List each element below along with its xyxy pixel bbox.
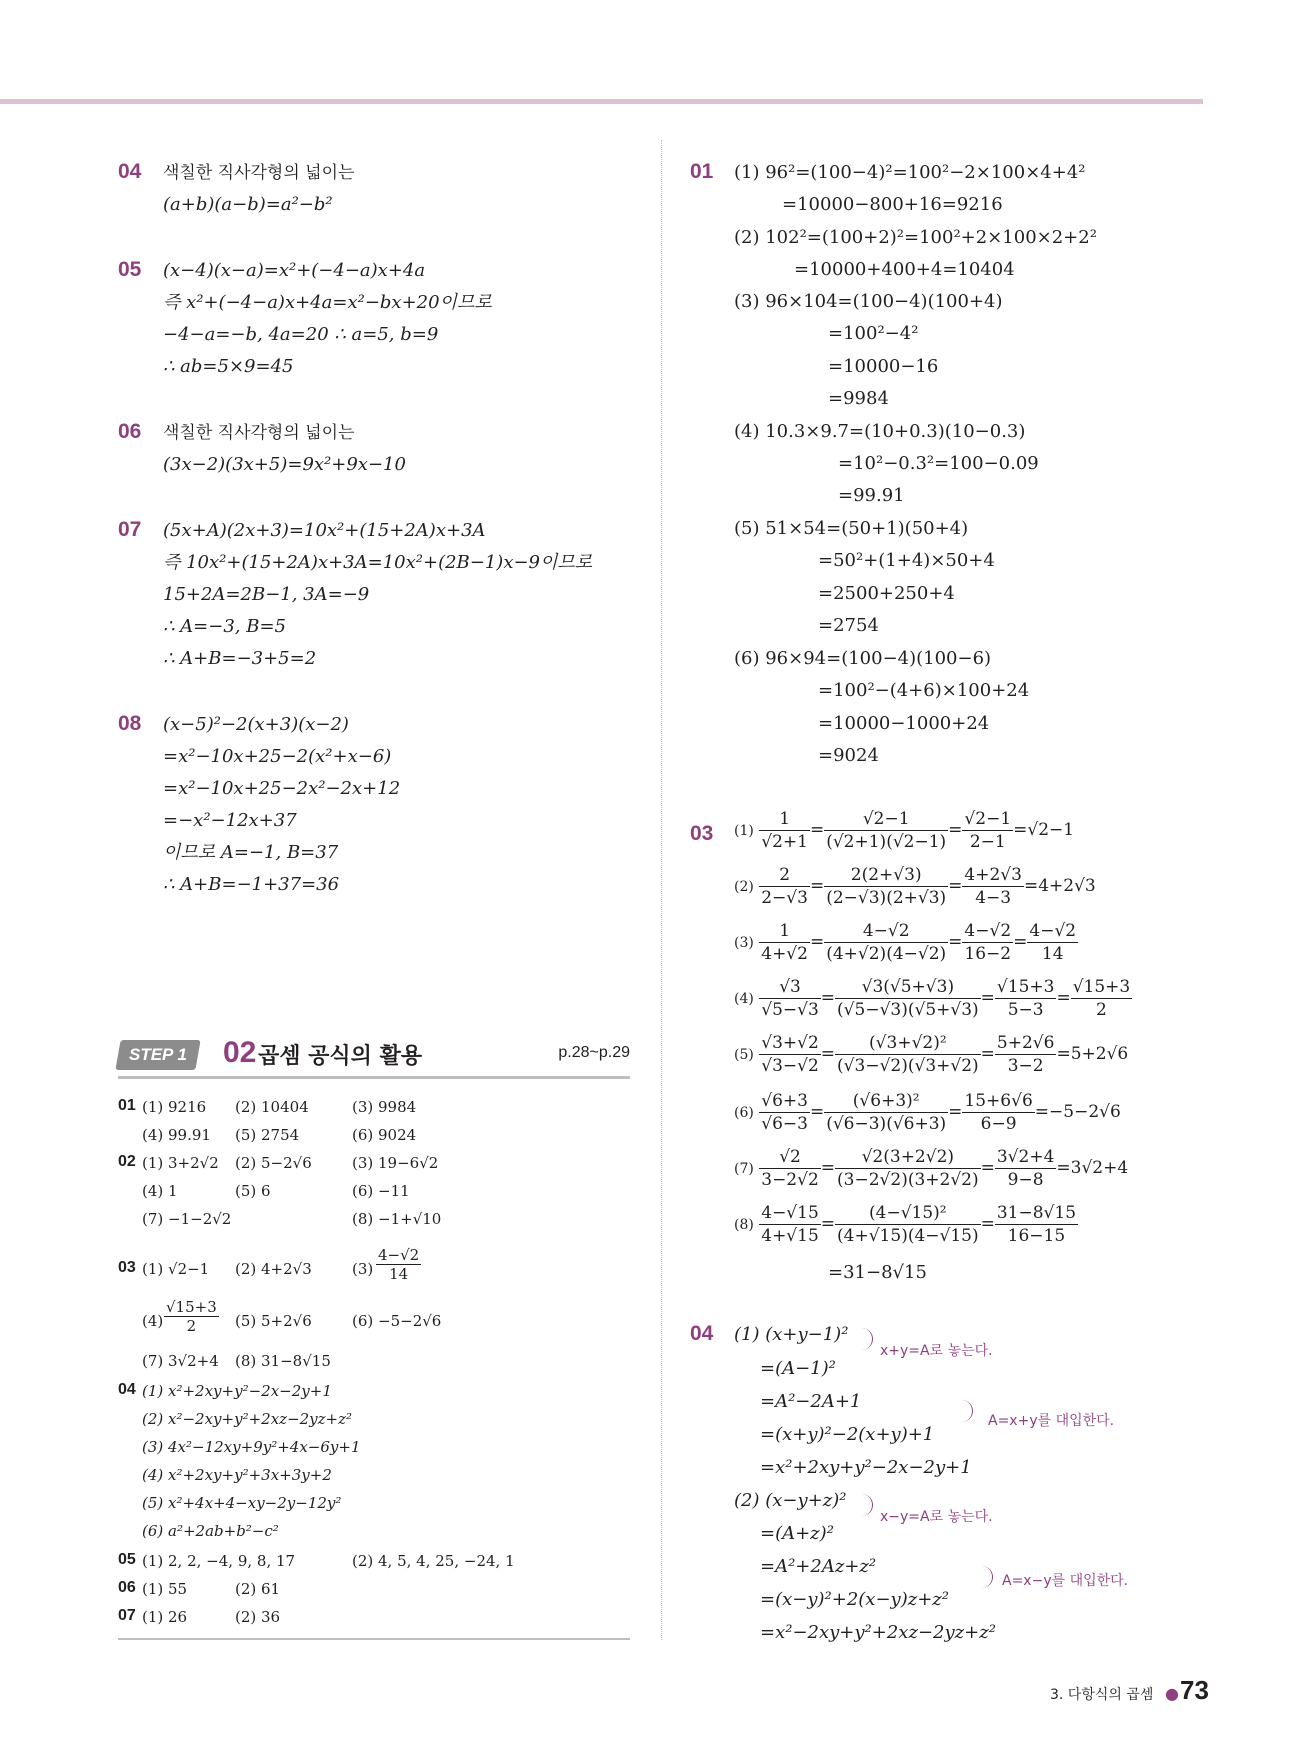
fraction-equation: (1) $\frac{1}{√2+1}$ = $\frac{√2-1}{(√2+1)(√2-1)}$ = $\frac{√2-1}{2-1}$ =√2−1 xyxy=(734,809,1075,852)
math-line: (a+b)(a−b)=a²−b² xyxy=(163,194,333,215)
answer-number: 02 xyxy=(118,1153,136,1170)
answer: (4) xyxy=(142,1312,164,1330)
fraction: $\frac{4-√2}{14}$ xyxy=(1029,921,1077,964)
fraction: $\frac{4-√2}{14}$ xyxy=(378,1246,420,1283)
fraction-equation: (8) $\frac{4-√15}{4+√15}$ = $\frac{\text{(4−√15)²}}{(4+√15)(4-√15)}$ = $\frac{31-8√15}{16-15}$ xyxy=(734,1203,1077,1246)
answer: (6) −11 xyxy=(352,1182,410,1200)
section-title: 곱셈 공식의 활용 xyxy=(258,1044,423,1069)
math-line: 즉 10x²+(15+2A)x+3A=10x²+(2B−1)x−9이므로 xyxy=(163,552,593,573)
answer-number: 07 xyxy=(118,1607,136,1624)
answer: (1) 26 xyxy=(142,1608,188,1626)
answer-number: 03 xyxy=(118,1259,136,1276)
problem-number: 07 xyxy=(118,518,142,541)
math-line: =x²+2xy+y²−2x−2y+1 xyxy=(760,1457,972,1478)
answer: (1) √2−1 xyxy=(142,1260,210,1278)
math-line: =100²−(4+6)×100+24 xyxy=(818,680,1030,701)
fraction: $\frac{4-√2}{(4+√2)(4-√2)}$ xyxy=(826,921,947,964)
fraction: $\frac{√3}{√5-√3}$ xyxy=(761,977,819,1020)
step-badge: STEP 1 xyxy=(115,1040,200,1070)
answer-number: 05 xyxy=(118,1551,136,1568)
column-divider xyxy=(661,140,662,1640)
annotation-note: x+y=A로 놓는다. xyxy=(880,1343,993,1359)
top-rule xyxy=(0,99,1203,104)
math-line: =A²−2A+1 xyxy=(760,1391,862,1412)
fraction: $\frac{4-√2}{16-2}$ xyxy=(964,921,1012,964)
math-line: =2754 xyxy=(818,615,879,636)
math-line: (2) 102²=(100+2)²=100²+2×100×2+2² xyxy=(734,227,1097,248)
math-line: =(x−y)²+2(x−y)z+z² xyxy=(760,1589,949,1610)
fraction-equation: (2) $\frac{2}{2-√3}$ = $\frac{2(2+√3)}{(2-√3)(2+√3)}$ = $\frac{4+2√3}{4-3}$ =4+2√3 xyxy=(734,865,1096,908)
bullet-icon: ● xyxy=(1165,1684,1179,1703)
answer: (5) 6 xyxy=(235,1182,271,1200)
fraction: $\frac{2}{2-√3}$ xyxy=(761,865,808,908)
annotation-arrow xyxy=(978,1566,993,1588)
answer: (2) 36 xyxy=(235,1608,281,1626)
answer-key-rule xyxy=(118,1638,630,1640)
math-line: (x−5)²−2(x+3)(x−2) xyxy=(163,714,349,735)
fraction: $\frac{\text{(√6+3)²}}{(√6-3)(√6+3)}$ xyxy=(826,1091,947,1134)
math-line: −4−a=−b, 4a=20 ∴ a=5, b=9 xyxy=(163,324,439,345)
math-line: ∴ A+B=−1+37=36 xyxy=(163,874,340,895)
math-line: ∴ A=−3, B=5 xyxy=(163,616,286,637)
answer-number: 01 xyxy=(118,1097,136,1114)
math-line: (5x+A)(2x+3)=10x²+(15+2A)x+3A xyxy=(163,520,486,541)
answer: (2) 5−2√6 xyxy=(235,1154,312,1172)
answer: (4) x²+2xy+y²+3x+3y+2 xyxy=(142,1466,332,1484)
fraction: $\frac{15+6√6}{6-9}$ xyxy=(964,1091,1033,1134)
fraction: $\frac{1}{4+√2}$ xyxy=(761,921,808,964)
chapter-label: 3. 다항식의 곱셈 xyxy=(1050,1687,1154,1703)
fraction: $\frac{√3+√2}{√3-√2}$ xyxy=(761,1033,819,1076)
annotation-arrow xyxy=(858,1494,873,1516)
math-line: (3) 96×104=(100−4)(100+4) xyxy=(734,291,1003,312)
annotation-note: x−y=A로 놓는다. xyxy=(880,1509,993,1525)
answer-number: 04 xyxy=(118,1381,136,1398)
math-line: 이므로 A=−1, B=37 xyxy=(163,842,339,863)
math-line: =(A−1)² xyxy=(760,1358,836,1379)
answer: (4) 1 xyxy=(142,1182,178,1200)
answer: (6) a²+2ab+b²−c² xyxy=(142,1522,279,1540)
math-line: =x²−2xy+y²+2xz−2yz+z² xyxy=(760,1622,996,1643)
math-line: ∴ ab=5×9=45 xyxy=(163,356,294,377)
math-line: (4) 10.3×9.7=(10+0.3)(10−0.3) xyxy=(734,421,1026,442)
annotation-arrow xyxy=(858,1328,873,1350)
math-line: (6) 96×94=(100−4)(100−6) xyxy=(734,648,992,669)
answer: (6) 9024 xyxy=(352,1126,417,1144)
problem-number: 01 xyxy=(690,160,714,183)
answer: (8) 31−8√15 xyxy=(235,1352,331,1370)
annotation-note: A=x+y를 대입한다. xyxy=(988,1413,1115,1429)
math-line: =10000+400+4=10404 xyxy=(794,259,1015,280)
fraction-equation: (7) $\frac{√2}{3-2√2}$ = $\frac{√2(3+2√2)}{(3-2√2)(3+2√2)}$ = $\frac{3√2+4}{9-8}$ =3√2+4 xyxy=(734,1147,1129,1190)
answer: (7) 3√2+4 xyxy=(142,1352,219,1370)
answer-number: 06 xyxy=(118,1579,136,1596)
answer: (2) 4, 5, 4, 25, −24, 1 xyxy=(352,1552,515,1570)
page-number: 73 xyxy=(1180,1675,1209,1705)
text-line: 색칠한 직사각형의 넓이는 xyxy=(163,423,355,443)
problem-number: 04 xyxy=(690,1322,714,1345)
fraction: $\frac{√2(3+2√2)}{(3-2√2)(3+2√2)}$ xyxy=(837,1147,979,1190)
answer: (2) 4+2√3 xyxy=(235,1260,312,1278)
fraction: $\frac{√2-1}{(√2+1)(√2-1)}$ xyxy=(826,809,947,852)
fraction: $\frac{31-8√15}{16-15}$ xyxy=(996,1203,1077,1246)
math-line: (3x−2)(3x+5)=9x²+9x−10 xyxy=(163,454,406,475)
answer: (4) 99.91 xyxy=(142,1126,211,1144)
math-line: (2) (x−y+z)² xyxy=(734,1490,847,1511)
math-line: =(x+y)²−2(x+y)+1 xyxy=(760,1424,935,1445)
fraction: $\frac{\text{(4−√15)²}}{(4+√15)(4-√15)}$ xyxy=(837,1203,979,1246)
problem-number: 08 xyxy=(118,712,142,735)
math-line: =10²−0.3²=100−0.09 xyxy=(838,453,1039,474)
fraction: $\frac{5+2√6}{3-2}$ xyxy=(996,1033,1055,1076)
math-line: =A²+2Az+z² xyxy=(760,1556,877,1577)
math-line: =x²−10x+25−2x²−2x+12 xyxy=(163,778,401,799)
math-line: (1) 96²=(100−4)²=100²−2×100×4+4² xyxy=(734,162,1086,183)
answer: (7) −1−2√2 xyxy=(142,1210,232,1228)
math-line: =9984 xyxy=(828,388,889,409)
math-line: =100²−4² xyxy=(828,323,919,344)
answer: (3) 4x²−12xy+9y²+4x−6y+1 xyxy=(142,1438,361,1456)
math-line: ∴ A+B=−3+5=2 xyxy=(163,648,317,669)
math-line: =99.91 xyxy=(838,485,905,506)
math-line: =x²−10x+25−2(x²+x−6) xyxy=(163,746,392,767)
math-line: 즉 x²+(−4−a)x+4a=x²−bx+20이므로 xyxy=(163,292,492,313)
math-line: =10000−1000+24 xyxy=(818,713,990,734)
math-line: =10000−16 xyxy=(828,356,939,377)
answer: (2) 61 xyxy=(235,1580,281,1598)
math-line: =−x²−12x+37 xyxy=(163,810,297,831)
problem-number: 06 xyxy=(118,420,142,443)
answer: (1) x²+2xy+y²−2x−2y+1 xyxy=(142,1382,332,1400)
math-line: =(A+z)² xyxy=(760,1523,834,1544)
math-line: 15+2A=2B−1, 3A=−9 xyxy=(163,584,370,605)
answer: (6) −5−2√6 xyxy=(352,1312,442,1330)
fraction: $\frac{4-√15}{4+√15}$ xyxy=(761,1203,819,1246)
answer: (8) −1+√10 xyxy=(352,1210,442,1228)
math-line: (x−4)(x−a)=x²+(−4−a)x+4a xyxy=(163,260,426,281)
fraction: $\frac{√2}{3-2√2}$ xyxy=(761,1147,819,1190)
fraction-equation: (6) $\frac{√6+3}{√6-3}$ = $\frac{\text{(√6+3)²}}{(√6-3)(√6+3)}$ = $\frac{15+6√6}{6-9}$ =−5−2√6 xyxy=(734,1091,1121,1134)
answer: (5) 2754 xyxy=(235,1126,300,1144)
answer: (3) 9984 xyxy=(352,1098,417,1116)
text-line: 색칠한 직사각형의 넓이는 xyxy=(163,163,355,183)
math-line: =31−8√15 xyxy=(828,1262,927,1283)
fraction: $\frac{√15+3}{2}$ xyxy=(166,1298,217,1335)
fraction-equation: (5) $\frac{√3+√2}{√3-√2}$ = $\frac{\text{(√3+√2)²}}{(√3-√2)(√3+√2)}$ = $\frac{5+2√6}{3-2}$ =5+2√6 xyxy=(734,1033,1129,1076)
fraction: $\frac{\text{(√3+√2)²}}{(√3-√2)(√3+√2)}$ xyxy=(837,1033,979,1076)
fraction: $\frac{√6+3}{√6-3}$ xyxy=(761,1091,808,1134)
fraction: $\frac{√15+3}{2}$ xyxy=(1072,977,1131,1020)
fraction: $\frac{√3(√5+√3)}{(√5-√3)(√5+√3)}$ xyxy=(837,977,979,1020)
answer: (2) x²−2xy+y²+2xz−2yz+z² xyxy=(142,1410,353,1428)
math-line: =2500+250+4 xyxy=(818,583,955,604)
answer: (1) 2, 2, −4, 9, 8, 17 xyxy=(142,1552,296,1570)
problem-number: 05 xyxy=(118,258,142,281)
answer: (3) 19−6√2 xyxy=(352,1154,439,1172)
answer: (5) 5+2√6 xyxy=(235,1312,312,1330)
fraction: $\frac{3√2+4}{9-8}$ xyxy=(996,1147,1055,1190)
answer: (3) xyxy=(352,1260,374,1278)
fraction: $\frac{4+2√3}{4-3}$ xyxy=(964,865,1022,908)
annotation-arrow xyxy=(958,1400,973,1422)
answer: (5) x²+4x+4−xy−2y−12y² xyxy=(142,1494,342,1512)
fraction-equation: (3) $\frac{1}{4+√2}$ = $\frac{4-√2}{(4+√2)(4-√2)}$ = $\frac{4-√2}{16-2}$ = $\frac{4-√2}{14}$ xyxy=(734,921,1077,964)
answer: (1) 9216 xyxy=(142,1098,207,1116)
fraction: $\frac{1}{√2+1}$ xyxy=(761,809,808,852)
problem-number: 04 xyxy=(118,160,142,183)
math-line: =10000−800+16=9216 xyxy=(782,194,1003,215)
fraction: $\frac{√15+3}{5-3}$ xyxy=(996,977,1055,1020)
fraction-equation: (4) $\frac{√3}{√5-√3}$ = $\frac{√3(√5+√3)}{(√5-√3)(√5+√3)}$ = $\frac{√15+3}{5-3}$ = $\frac{√15+3}{2}$ xyxy=(734,977,1131,1020)
answer: (1) 55 xyxy=(142,1580,188,1598)
math-line: (5) 51×54=(50+1)(50+4) xyxy=(734,518,969,539)
answer: (1) 3+2√2 xyxy=(142,1154,219,1172)
math-line: (1) (x+y−1)² xyxy=(734,1324,849,1345)
section-header xyxy=(118,1036,630,1080)
problem-number: 03 xyxy=(690,822,714,845)
annotation-note: A=x−y를 대입한다. xyxy=(1002,1573,1129,1589)
page-range: p.28~p.29 xyxy=(558,1044,630,1061)
section-rule xyxy=(118,1076,630,1079)
math-line: =9024 xyxy=(818,745,879,766)
fraction: $\frac{2(2+√3)}{(2-√3)(2+√3)}$ xyxy=(826,865,947,908)
fraction: $\frac{√2-1}{2-1}$ xyxy=(964,809,1012,852)
answer: (2) 10404 xyxy=(235,1098,309,1116)
section-number: 02 xyxy=(223,1036,257,1069)
math-line: =50²+(1+4)×50+4 xyxy=(818,550,995,571)
